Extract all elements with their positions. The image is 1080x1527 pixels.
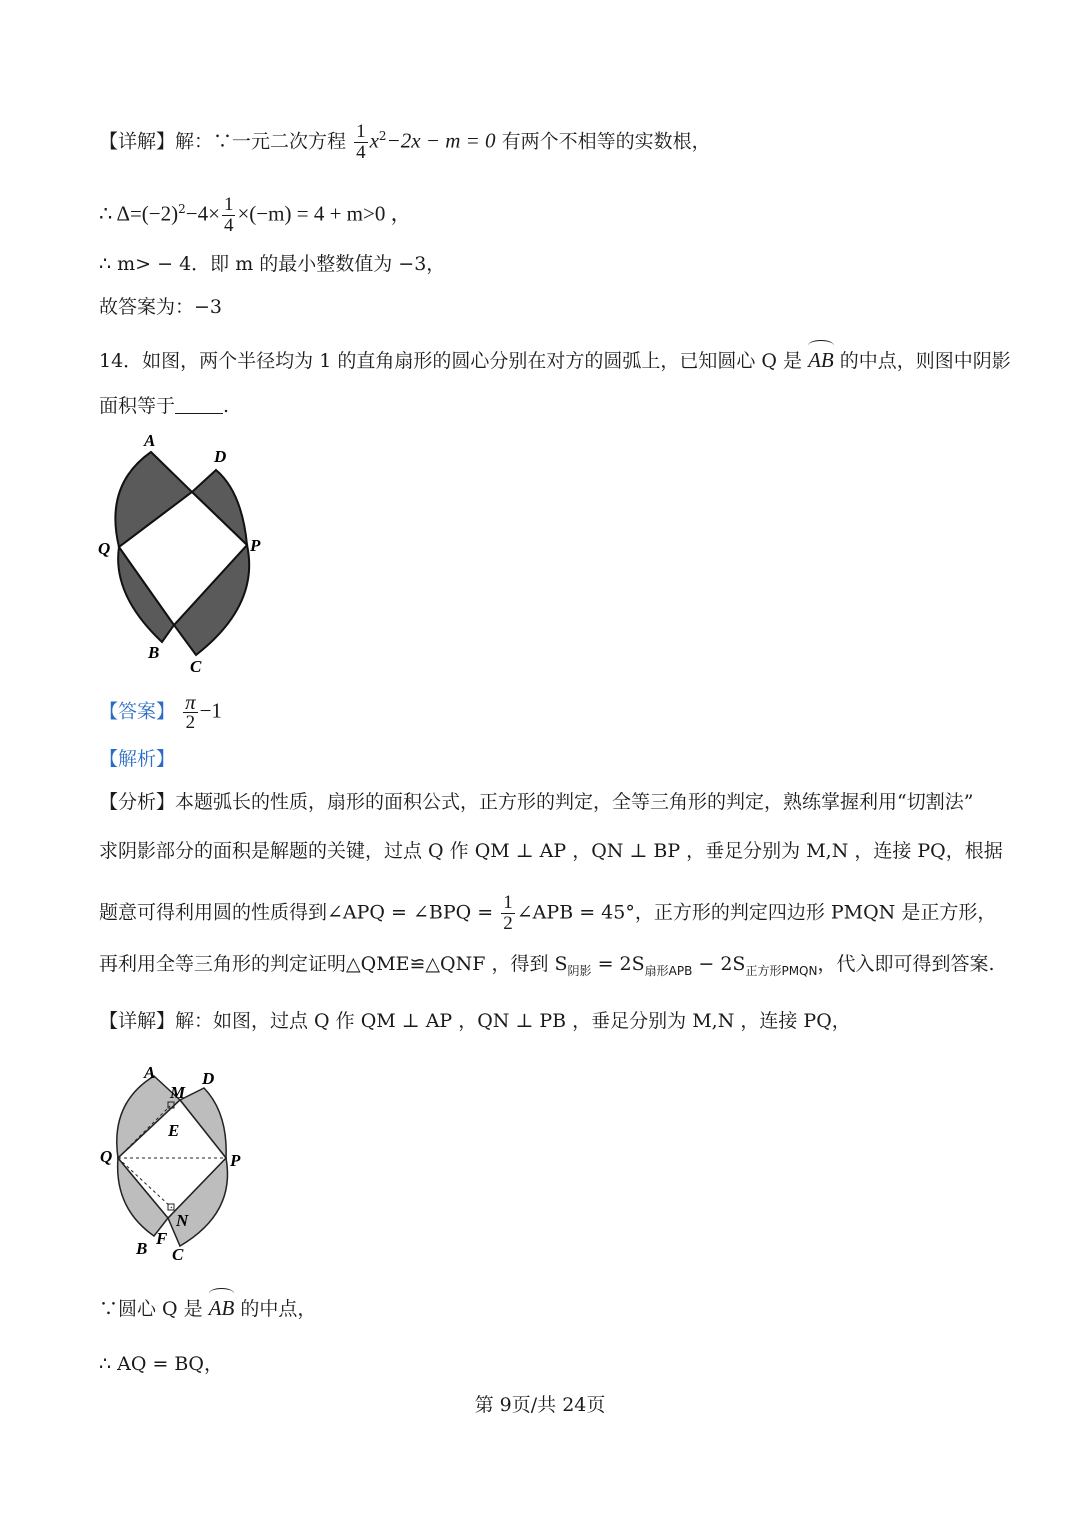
text: 再利用全等三角形的判定证明△QME≌△QNF ，得到 S <box>99 953 568 975</box>
math-x: x <box>369 128 379 153</box>
text: 的中点， <box>240 1298 317 1320</box>
label-Q: Q <box>98 539 111 558</box>
detail-solution-line-1 <box>99 1007 851 1035</box>
text: 14．如图，两个半径均为 1 的直角扇形的圆心分别在对方的圆弧上，已知圆心 Q 是 <box>99 350 803 372</box>
analysis-line-1 <box>99 788 973 816</box>
math-expression: ×(−m) = 4 + m>0 ， <box>237 201 412 226</box>
label-N: N <box>176 1211 189 1230</box>
math-expression: −1 <box>199 698 222 723</box>
label-P: P <box>250 536 261 555</box>
fraction-one-quarter: $\frac{1}{4}$ <box>223 194 234 236</box>
answer-tag: 【答案】 <box>99 700 176 723</box>
text: 解：∵一元二次方程 <box>175 130 347 153</box>
analysis-line-3 <box>99 893 996 934</box>
detail-tag: 【详解】 <box>99 130 176 153</box>
page-footer: 第 9页/共 24页 <box>474 1394 606 1416</box>
analysis-line-4 <box>99 950 995 985</box>
label-C: C <box>172 1245 184 1264</box>
arc-ab: AB <box>209 1290 235 1322</box>
text: 解：如图，过点 Q 作 QM ⊥ AP ，QN ⊥ PB ，垂足分别为 M,N ，连接 PQ， <box>175 1010 851 1032</box>
figure-2 <box>96 1058 266 1268</box>
text: 本题弧长的性质，扇形的面积公式，正方形的判定，全等三角形的判定，熟练掌握利用“切割法” <box>175 791 974 813</box>
fraction-one-quarter: $\frac{1}{4}$ <box>356 121 366 163</box>
label-B: B <box>148 643 160 662</box>
label-C: C <box>190 657 202 676</box>
label-A: A <box>144 1063 156 1082</box>
detail-solution-line-2 <box>99 1290 316 1323</box>
subscript: 阴影 <box>567 963 592 978</box>
detail-line-4: 故答案为：−3 <box>99 296 223 318</box>
figure-1 <box>92 430 282 680</box>
label-F: F <box>156 1229 168 1248</box>
math-delta: ∴ Δ=(−2) <box>99 201 179 226</box>
text: ，代入即可得到答案. <box>817 953 995 975</box>
label-B: B <box>136 1239 148 1258</box>
fraction-pi-over-2: $\frac{\pi}{2}$ <box>185 690 196 733</box>
answer-line <box>99 692 222 733</box>
label-E: E <box>168 1121 180 1140</box>
subscript: 正方形PMQN <box>745 963 818 978</box>
fenxi-tag: 【分析】 <box>99 791 176 813</box>
label-D: D <box>202 1069 215 1088</box>
detail-solution-line-3: ∴ AQ = BQ， <box>99 1353 223 1375</box>
question-14-line-1 <box>99 342 1011 375</box>
text: 有两个不相等的实数根， <box>501 130 711 153</box>
detail-line-2 <box>99 195 412 236</box>
text: 题意可得利用圆的性质得到∠APQ = ∠BPQ = <box>99 901 494 924</box>
text: ∠APB = 45°，正方形的判定四边形 PMQN 是正方形， <box>516 901 997 924</box>
math-expression: −2x − m = 0 <box>386 128 496 153</box>
text: 的中点，则图中阴影 <box>839 350 1011 372</box>
answer-blank <box>175 395 223 414</box>
analysis-tag: 【解析】 <box>99 748 176 770</box>
superscript: 2 <box>178 202 186 217</box>
arc-ab: AB <box>808 342 834 374</box>
text: − 2S <box>692 953 746 975</box>
label-D: D <box>214 447 227 466</box>
text: 面积等于 <box>99 395 176 417</box>
question-14-line-2 <box>99 392 229 420</box>
label-M: M <box>170 1083 186 1102</box>
detail-tag: 【详解】 <box>99 1010 176 1032</box>
label-Q: Q <box>100 1147 113 1166</box>
text: . <box>223 395 230 417</box>
math-expression: −4× <box>185 201 220 226</box>
detail-line-1 <box>99 122 711 163</box>
fraction-one-half: $\frac{1}{2}$ <box>503 892 513 934</box>
detail-line-3: ∴ m> − 4．即 m 的最小整数值为 −3， <box>99 253 446 275</box>
subscript: 扇形APB <box>644 963 693 978</box>
analysis-line-2: 求阴影部分的面积是解题的关键，过点 Q 作 QM ⊥ AP ，QN ⊥ BP ，垂足分别为 M,N ，连接 PQ，根据 <box>99 840 1003 862</box>
text: = 2S <box>591 953 645 975</box>
superscript: 2 <box>378 129 387 144</box>
label-A: A <box>144 431 156 450</box>
label-P: P <box>230 1151 241 1170</box>
text: ∵圆心 Q 是 <box>99 1298 203 1320</box>
